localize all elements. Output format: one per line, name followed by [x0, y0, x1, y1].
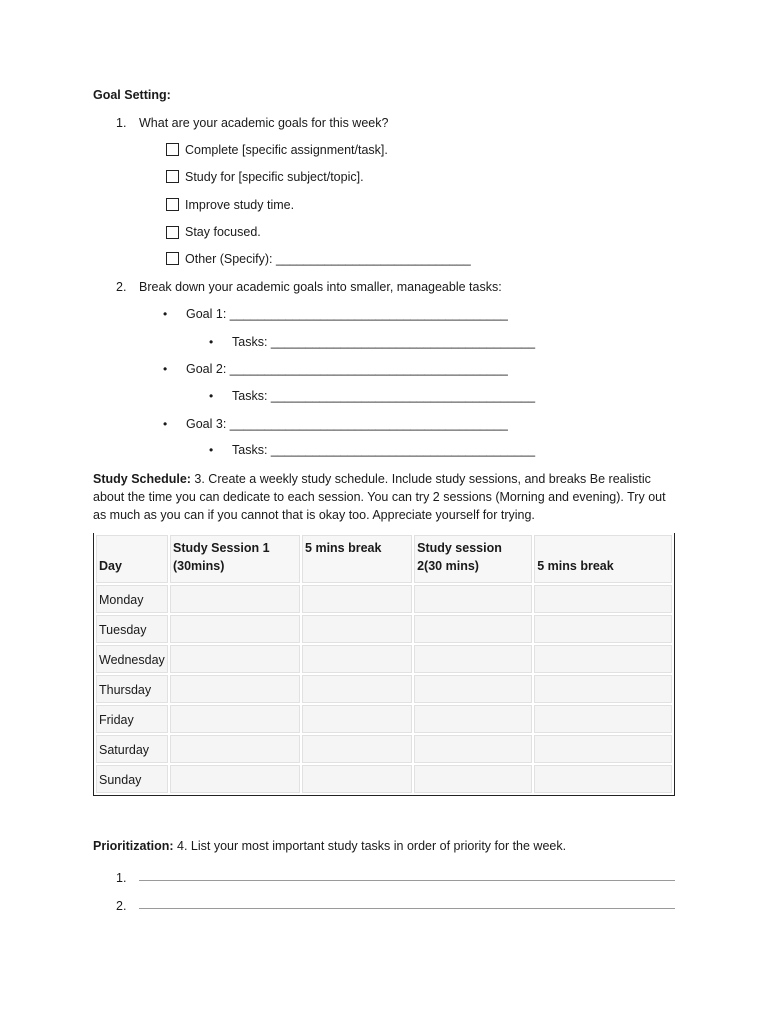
schedule-cell[interactable]: [534, 705, 672, 733]
schedule-cell[interactable]: [170, 705, 300, 733]
option-label: Complete [specific assignment/task].: [185, 143, 388, 157]
bullet-icon: •: [209, 389, 214, 403]
tasks-line: Tasks: ______________________________________: [232, 335, 536, 349]
goal-line: Goal 2: ________________________________________: [186, 362, 508, 376]
header-day: Day: [96, 535, 168, 583]
table-row: [96, 675, 672, 703]
schedule-cell[interactable]: [170, 765, 300, 793]
prioritization-text: 4. List your most important study tasks in order of priority for the week.: [173, 839, 567, 853]
day-cell: Friday: [96, 705, 168, 733]
header-break-2: 5 mins break: [534, 535, 672, 583]
goal-line: Goal 1: ________________________________________: [186, 307, 508, 321]
q1-number: 1.: [116, 116, 127, 130]
bullet-icon: •: [163, 362, 168, 376]
day-cell: Wednesday: [96, 645, 168, 673]
schedule-cell[interactable]: [302, 735, 412, 763]
schedule-cell[interactable]: [302, 615, 412, 643]
schedule-cell[interactable]: [534, 675, 672, 703]
table-row: [96, 735, 672, 763]
priority-number: 1.: [116, 871, 127, 885]
day-cell: Saturday: [96, 735, 168, 763]
checkbox-improve-study-time[interactable]: [166, 198, 179, 211]
tasks-line: Tasks: ______________________________________: [232, 389, 536, 403]
schedule-cell[interactable]: [302, 705, 412, 733]
bullet-icon: •: [209, 443, 214, 457]
day-cell: Monday: [96, 585, 168, 613]
checkbox-complete[interactable]: [166, 143, 179, 156]
table-row: [96, 705, 672, 733]
table-row: [96, 645, 672, 673]
schedule-cell[interactable]: [170, 615, 300, 643]
header-study-session-1: Study Session 1 (30mins): [170, 535, 300, 583]
bullet-icon: •: [163, 417, 168, 431]
checkbox-study-for[interactable]: [166, 170, 179, 183]
day-cell: Tuesday: [96, 615, 168, 643]
schedule-cell[interactable]: [414, 585, 532, 613]
schedule-cell[interactable]: [170, 645, 300, 673]
study-schedule-paragraph: [93, 470, 673, 524]
day-cell: Sunday: [96, 765, 168, 793]
priority-number: 2.: [116, 899, 127, 913]
header-study-session-2: Study session 2(30 mins): [414, 535, 532, 583]
table-row: [96, 585, 672, 613]
schedule-cell[interactable]: [414, 645, 532, 673]
day-cell: Thursday: [96, 675, 168, 703]
q1-text: What are your academic goals for this week?: [139, 116, 389, 130]
schedule-cell[interactable]: [534, 615, 672, 643]
schedule-cell[interactable]: [414, 765, 532, 793]
priority-line-1[interactable]: [139, 880, 675, 881]
table-row: [96, 615, 672, 643]
schedule-cell[interactable]: [170, 675, 300, 703]
schedule-cell[interactable]: [302, 585, 412, 613]
study-schedule-heading: Study Schedule:: [93, 472, 191, 486]
schedule-cell[interactable]: [534, 585, 672, 613]
schedule-cell[interactable]: [534, 765, 672, 793]
header-break-1: 5 mins break: [302, 535, 412, 583]
priority-line-2[interactable]: [139, 908, 675, 909]
schedule-cell[interactable]: [414, 705, 532, 733]
schedule-cell[interactable]: [414, 615, 532, 643]
option-label: Study for [specific subject/topic].: [185, 170, 364, 184]
goal-setting-heading: Goal Setting:: [93, 88, 171, 102]
schedule-cell[interactable]: [302, 675, 412, 703]
schedule-cell[interactable]: [302, 645, 412, 673]
schedule-table: [93, 533, 675, 796]
tasks-line: Tasks: ______________________________________: [232, 443, 536, 457]
schedule-cell[interactable]: [302, 765, 412, 793]
checkbox-stay-focused[interactable]: [166, 226, 179, 239]
schedule-cell[interactable]: [414, 735, 532, 763]
option-label: Stay focused.: [185, 225, 261, 239]
schedule-cell[interactable]: [534, 645, 672, 673]
study-schedule-text: 3. Create a weekly study schedule. Include study sessions, and breaks Be realistic about the time you can dedicate to each session. You can try 2 sessions (Morning and evening). Try out as much as you can if you cannot that is okay too. Appreciate yourself for trying.: [93, 472, 666, 522]
prioritization-paragraph: [93, 839, 566, 853]
schedule-cell[interactable]: [170, 585, 300, 613]
table-header-row: [96, 535, 672, 583]
option-label: Improve study time.: [185, 198, 295, 212]
bullet-icon: •: [209, 335, 214, 349]
q2-number: 2.: [116, 280, 127, 294]
schedule-cell[interactable]: [414, 675, 532, 703]
schedule-cell[interactable]: [170, 735, 300, 763]
table-row: [96, 765, 672, 793]
goal-line: Goal 3: ________________________________________: [186, 417, 508, 431]
checkbox-other[interactable]: [166, 252, 179, 265]
prioritization-heading: Prioritization:: [93, 839, 174, 853]
q2-text: Break down your academic goals into smaller, manageable tasks:: [139, 280, 502, 294]
bullet-icon: •: [163, 307, 168, 321]
option-label: Other (Specify): ____________________________: [185, 252, 471, 266]
schedule-cell[interactable]: [534, 735, 672, 763]
